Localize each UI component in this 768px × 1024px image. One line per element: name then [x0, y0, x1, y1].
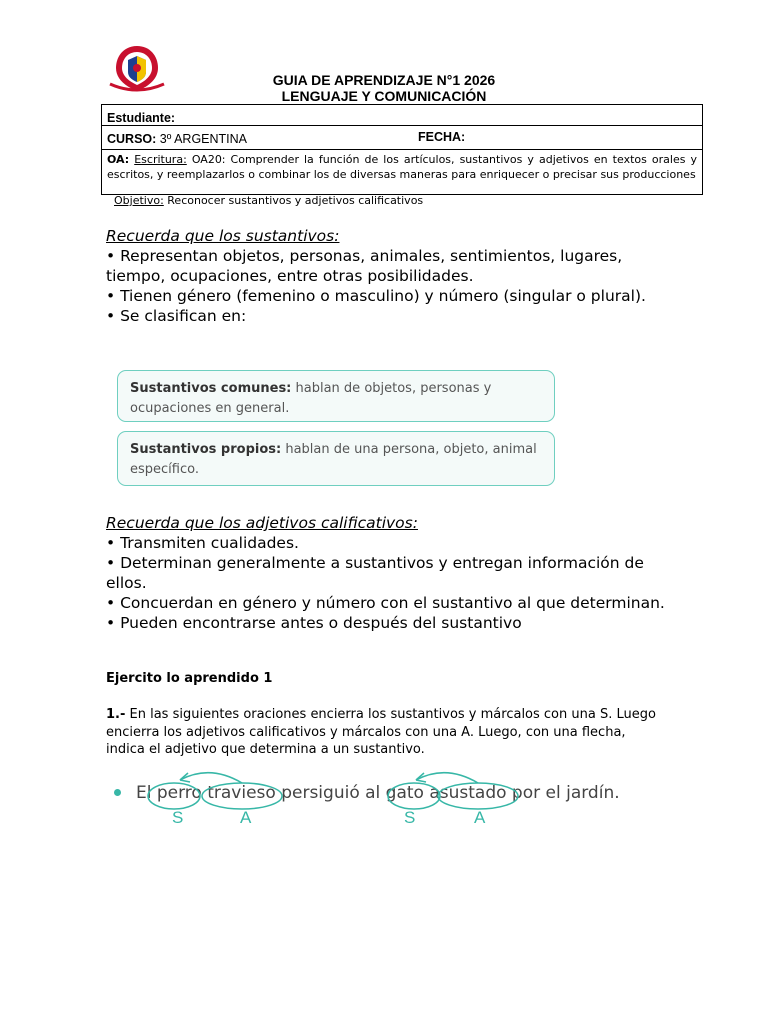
adjectives-section — [106, 513, 666, 633]
objective-label: Objetivo: — [114, 194, 164, 207]
course-label: CURSO: — [107, 132, 157, 146]
course-row — [102, 126, 702, 150]
guide-title: GUIA DE APRENDIZAJE N°1 2026 — [272, 72, 496, 88]
subject-title: LENGUAJE Y COMUNICACIÓN — [281, 88, 487, 104]
oa-row — [102, 150, 702, 194]
nouns-point-3: • Se clasifican en: — [106, 307, 247, 325]
adjectives-heading: Recuerda que los adjetivos calificativos: — [106, 514, 418, 532]
oa-label: OA: — [107, 153, 130, 166]
student-row — [102, 105, 702, 126]
exercise-number: 1.- — [106, 707, 126, 722]
nouns-point-1: • Representan objetos, personas, animales, sentimientos, lugares, tiempo, ocupaciones, entre otras posibilidades. — [106, 247, 623, 285]
common-nouns-box — [117, 370, 555, 422]
mark-a-asustado: A — [474, 808, 486, 827]
common-nouns-text: hablan de objetos, personas y ocupaciones en general. — [130, 381, 492, 416]
objective-text: Reconocer sustantivos y adjetivos calificativos — [163, 194, 424, 207]
proper-nouns-box — [117, 431, 555, 486]
nouns-section — [106, 226, 666, 326]
adjectives-point-3: • Concuerdan en género y número con el sustantivo al que determinan. — [106, 594, 665, 612]
noun-circle-perro — [148, 783, 200, 809]
exercise-title: Ejercito lo aprendido 1 — [106, 671, 273, 686]
proper-nouns-label: Sustantivos propios: — [130, 442, 282, 457]
adjectives-point-2: • Determinan generalmente a sustantivos y entregan información de ellos. — [106, 554, 644, 592]
nouns-heading: Recuerda que los sustantivos: — [106, 227, 340, 245]
example-sentence-text: El perro travieso persiguió al gato asustado por el jardín. — [136, 783, 620, 803]
oa-axis: Escritura: — [134, 153, 187, 166]
adjectives-point-1: • Transmiten cualidades. — [106, 534, 299, 552]
adjectives-point-4: • Pueden encontrarse antes o después del sustantivo — [106, 614, 522, 632]
oa-text: OA20: Comprender la función de los artículos, sustantivos y adjetivos en textos orales y escritos, y reemplazarlos o combinar los de diversas maneras para enriquecer o precisar sus producciones — [107, 153, 697, 181]
date-label: FECHA: — [418, 130, 466, 144]
student-info-table — [101, 104, 703, 195]
student-label: Estudiante: — [107, 111, 176, 125]
annotation-arrows — [110, 766, 670, 836]
mark-a-travieso: A — [240, 808, 252, 827]
noun-circle-gato — [388, 783, 440, 809]
mark-s-gato: S — [404, 808, 416, 827]
mark-s-perro: S — [172, 808, 184, 827]
example-sentence — [110, 766, 670, 836]
exercise-instructions-text: En las siguientes oraciones encierra los sustantivos y márcalos con una S. Luego encierra los adjetivos calificativos y márcalos con una A. Luego, con una flecha, indica el adjetivo que determina a un sustantivo. — [106, 707, 656, 757]
exercise-instructions — [106, 706, 666, 759]
objective-line — [114, 194, 423, 207]
proper-nouns-text: hablan de una persona, objeto, animal específico. — [130, 442, 537, 477]
nouns-point-2: • Tienen género (femenino o masculino) y número (singular o plural). — [106, 287, 646, 305]
adjective-circle-asustado — [438, 783, 518, 809]
adjective-circle-travieso — [202, 783, 282, 809]
common-nouns-label: Sustantivos comunes: — [130, 381, 292, 396]
course-value: 3º ARGENTINA — [156, 132, 248, 146]
